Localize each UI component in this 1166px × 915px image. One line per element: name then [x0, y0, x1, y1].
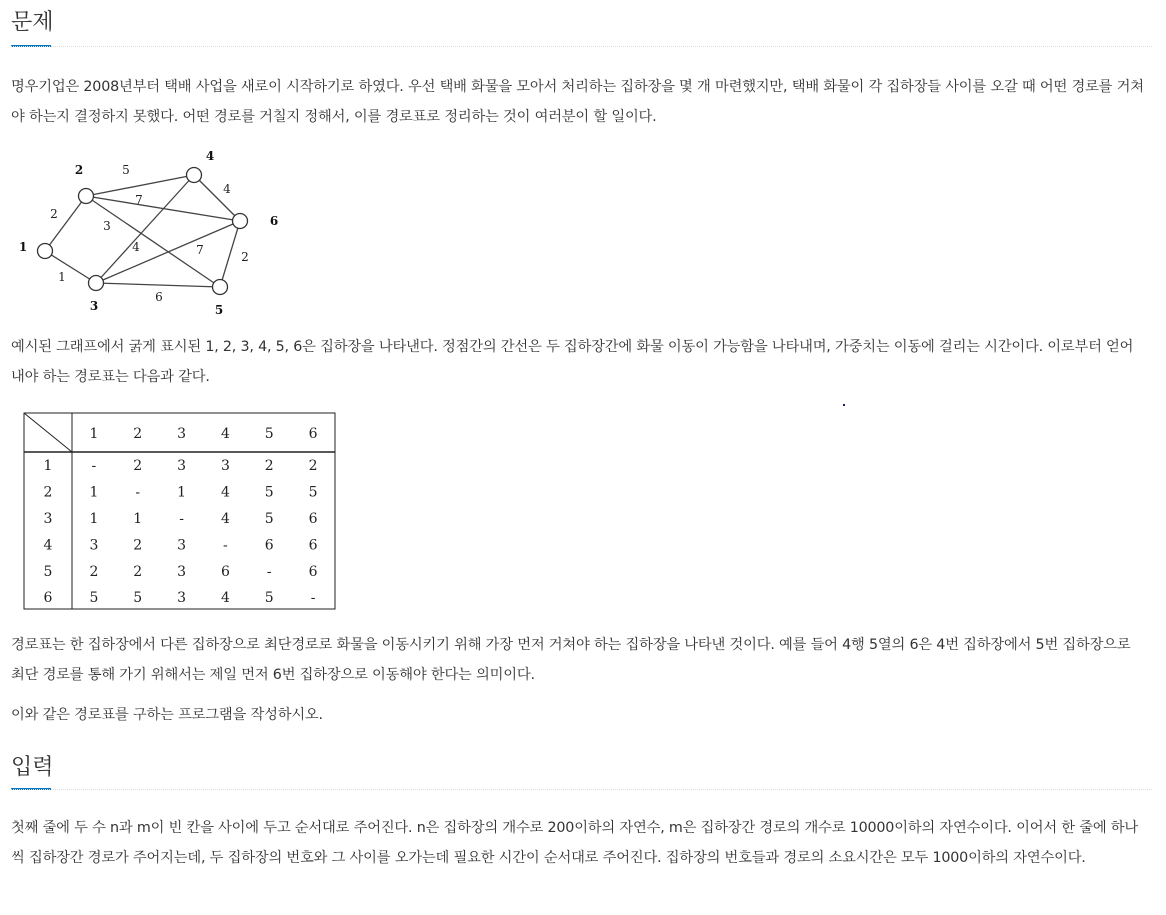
graph-edge-weight: 5: [122, 163, 130, 177]
route-table-cell: 1: [133, 511, 143, 527]
route-table-cell: 1: [177, 484, 187, 501]
graph-edge-weight: 4: [132, 240, 140, 254]
problem-paragraph-2: 예시된 그래프에서 굵게 표시된 1, 2, 3, 4, 5, 6은 집하장을 나타낸다. 정점간의 간선은 두 집하장간에 화물 이동이 가능함을 나타내며, 가중치는 이동에 걸리는 시간이다. 이로부터 얻어내야 하는 경로표는 다음과 같다.: [11, 339, 1134, 385]
route-table-cell: 6: [220, 563, 230, 580]
graph-node-label: 1: [18, 240, 28, 254]
route-table-row-header: 5: [43, 563, 53, 580]
stray-dot: [843, 404, 845, 406]
route-table-cell: -: [266, 563, 272, 580]
route-table-cell: 3: [177, 537, 187, 554]
graph-edge-5-6: [220, 221, 240, 287]
route-table-cell: 2: [133, 563, 143, 580]
route-table-cell: 6: [308, 563, 318, 580]
route-table-cell: 4: [220, 484, 230, 501]
graph-edge-1-2: [45, 196, 86, 251]
route-table-cell: -: [91, 458, 97, 475]
graph-node-label: 5: [214, 303, 224, 317]
graph-edge-weight: 2: [50, 207, 58, 221]
graph-edge-weight: 2: [241, 250, 249, 264]
route-table-cell: 3: [177, 458, 187, 475]
graph-node-2: [79, 189, 94, 204]
route-table-col-header: 2: [133, 426, 143, 442]
route-table-corner-diagonal: [24, 413, 72, 452]
route-table-cell: 2: [133, 458, 143, 475]
graph-edges: [45, 175, 240, 287]
input-title: 입력: [11, 755, 54, 780]
graph-edge-2-5: [86, 196, 220, 287]
graph-edge-weight: 7: [135, 193, 143, 207]
graph-edge-1-3: [45, 251, 96, 283]
graph-node-1: [38, 244, 53, 259]
route-table-cell: 2: [89, 563, 99, 580]
route-table-cell: 2: [308, 458, 318, 475]
graph-node-label: 3: [89, 299, 99, 313]
route-table-cell: 1: [89, 511, 99, 527]
graph-node-label: 4: [205, 149, 215, 163]
route-table-row-header: 1: [43, 458, 53, 475]
route-table-cell: 1: [89, 484, 99, 501]
graph-node-3: [89, 276, 104, 291]
route-table: [23, 412, 336, 610]
route-table-row-header: 4: [43, 537, 53, 554]
route-table-col-header: 3: [177, 426, 187, 442]
problem-title: 문제: [11, 10, 54, 35]
route-table-cell: 5: [89, 590, 99, 607]
graph-edge-weight: 1: [58, 270, 66, 284]
problem-paragraph-3: 경로표는 한 집하장에서 다른 집하장으로 최단경로로 화물을 이동시키기 위해 가장 먼저 거쳐야 하는 집하장을 나타낸 것이다. 예를 들어 4행 5열의 6은 4번 집하장에서 5번 집하장으로 최단 경로를 통해 가기 위해서는 제일 먼저 6번 집하장으로 이동해야 한다는 의미이다.: [11, 637, 1131, 683]
route-table-cell: 2: [133, 537, 143, 554]
route-table-col-header: 1: [89, 426, 99, 442]
graph-node-5: [213, 280, 228, 295]
route-table-cell: -: [223, 537, 228, 554]
route-table-cell: 5: [264, 511, 274, 527]
route-table-cell: 5: [264, 590, 274, 607]
graph-edge-3-6: [96, 221, 240, 283]
input-title-rule: [11, 789, 1152, 790]
route-table-cell: 4: [220, 590, 230, 607]
route-table-cell: 4: [220, 511, 230, 527]
route-table-cell: -: [310, 590, 316, 607]
route-table-cell: 6: [308, 537, 318, 554]
graph-node-label: 2: [74, 163, 84, 177]
problem-paragraph-4: 이와 같은 경로표를 구하는 프로그램을 작성하시오.: [11, 707, 323, 723]
route-table-col-header: 6: [308, 426, 318, 442]
graph-edge-weight: 4: [223, 182, 231, 196]
graph-edge-3-5: [96, 283, 220, 287]
route-table-col-header: 4: [220, 426, 230, 442]
route-table-wrap: [23, 412, 336, 614]
route-table-cell: 6: [308, 511, 318, 527]
route-table-cell: 3: [177, 563, 187, 580]
graph-edge-weight: 7: [196, 243, 204, 257]
input-paragraph-1: 첫째 줄에 두 수 n과 m이 빈 칸을 사이에 두고 순서대로 주어진다. n은 집하장의 개수로 200이하의 자연수, m은 집하장간 경로의 개수로 10000이하의 자연수이다. 이어서 한 줄에 하나씩 집하장간 경로가 주어지는데, 두 집하장의 번호와 그 사이를 오가는데 필요한 시간이 순서대로 주어진다. 집하장의 번호들과 경로의 소요시간은 모두 1000이하의 자연수이다.: [11, 820, 1139, 866]
route-table-cell: 5: [264, 484, 274, 501]
problem-paragraph-1: 명우기업은 2008년부터 택배 사업을 새로이 시작하기로 하였다. 우선 택배 화물을 모아서 처리하는 집하장을 몇 개 마련했지만, 택배 화물이 각 집하장들 사이를 오갈 때 어떤 경로를 거쳐야 하는지 결정하지 못했다. 어떤 경로를 거칠지 정해서, 이를 경로표로 정리하는 것이 여러분이 할 일이다.: [11, 79, 1144, 125]
route-table-cell: 3: [177, 590, 187, 607]
graph-figure: [16, 146, 296, 324]
route-table-cell: 6: [264, 537, 274, 554]
route-table-cell: 5: [133, 590, 143, 607]
graph-edge-weight: 6: [155, 290, 163, 304]
graph-node-4: [187, 168, 202, 183]
route-table-cell: 5: [308, 484, 318, 501]
route-table-cell: -: [179, 511, 184, 527]
problem-title-rule: [11, 46, 1152, 47]
route-table-cell: 3: [220, 458, 230, 475]
route-table-row-header: 3: [43, 511, 53, 527]
route-table-cell: 3: [89, 537, 99, 554]
route-table-cell: -: [135, 484, 141, 501]
route-table-col-header: 5: [264, 426, 274, 442]
route-table-row-header: 6: [43, 590, 53, 607]
graph-node-6: [233, 214, 248, 229]
graph-edge-weight: 3: [103, 219, 111, 233]
route-table-cell: 2: [264, 458, 274, 475]
graph-node-label: 6: [269, 214, 279, 228]
route-table-row-header: 2: [43, 484, 53, 501]
